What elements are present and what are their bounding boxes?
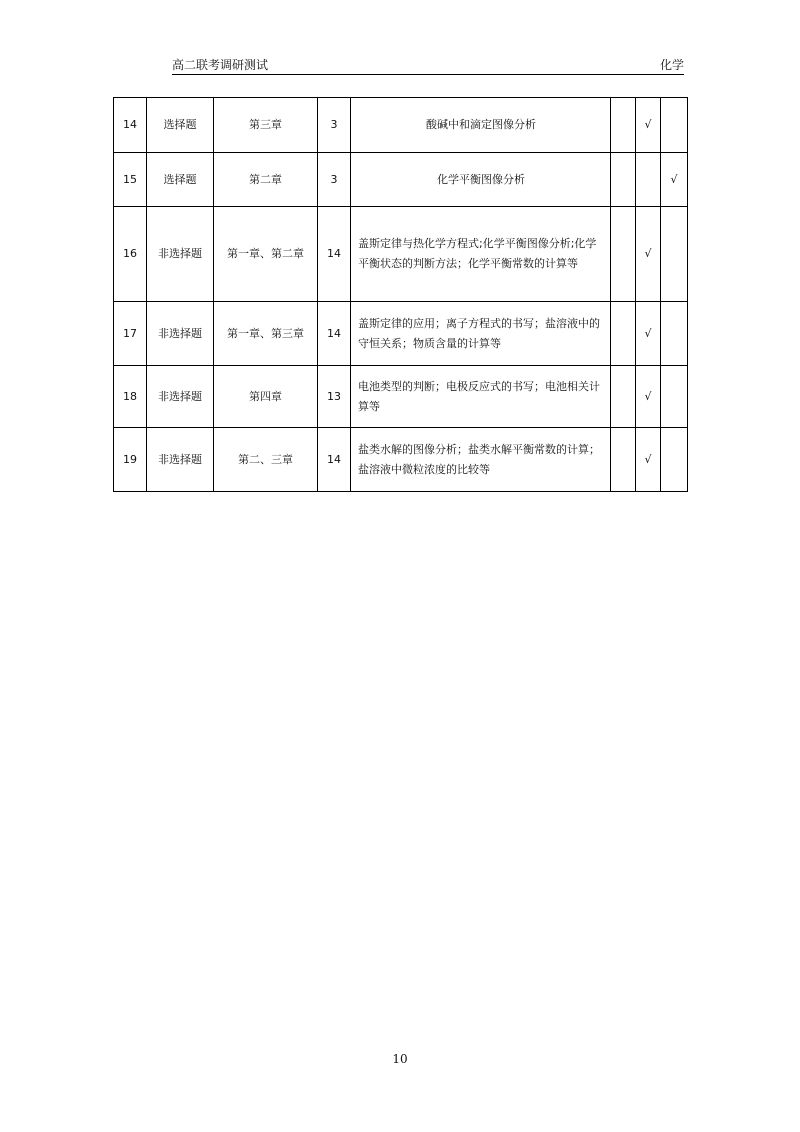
question-number: 17	[114, 302, 147, 366]
difficulty-mark	[661, 428, 688, 492]
chapter: 第二章	[214, 153, 318, 207]
chapter: 第二、三章	[214, 428, 318, 492]
table-row	[114, 207, 688, 302]
chapter: 第四章	[214, 366, 318, 428]
knowledge-points: 化学平衡图像分析	[351, 153, 611, 207]
score: 14	[318, 207, 351, 302]
table-row	[114, 98, 688, 153]
table-row	[114, 428, 688, 492]
score: 3	[318, 98, 351, 153]
difficulty-mark	[661, 302, 688, 366]
subject-name: 化学	[659, 58, 684, 72]
difficulty-mark	[611, 366, 636, 428]
question-number: 18	[114, 366, 147, 428]
question-type: 非选择题	[147, 207, 214, 302]
difficulty-mark: √	[636, 98, 661, 153]
difficulty-mark	[661, 98, 688, 153]
question-type: 非选择题	[147, 366, 214, 428]
difficulty-mark	[611, 98, 636, 153]
question-type: 非选择题	[147, 428, 214, 492]
score: 3	[318, 153, 351, 207]
chapter: 第一章、第二章	[214, 207, 318, 302]
question-type: 选择题	[147, 153, 214, 207]
difficulty-mark: √	[636, 428, 661, 492]
score: 14	[318, 302, 351, 366]
knowledge-points: 盖斯定律与热化学方程式;化学平衡图像分析;化学平衡状态的判断方法；化学平衡常数的计算等	[351, 207, 611, 302]
knowledge-points: 盖斯定律的应用；离子方程式的书写；盐溶液中的守恒关系；物质含量的计算等	[351, 302, 611, 366]
difficulty-mark	[611, 153, 636, 207]
table-row	[114, 366, 688, 428]
difficulty-mark: √	[636, 366, 661, 428]
question-type: 非选择题	[147, 302, 214, 366]
difficulty-mark	[611, 207, 636, 302]
difficulty-mark	[611, 302, 636, 366]
difficulty-mark	[636, 153, 661, 207]
difficulty-mark	[661, 207, 688, 302]
score: 14	[318, 428, 351, 492]
page-header	[172, 58, 684, 75]
table-row	[114, 153, 688, 207]
question-type: 选择题	[147, 98, 214, 153]
question-number: 14	[114, 98, 147, 153]
knowledge-points: 盐类水解的图像分析；盐类水解平衡常数的计算；盐溶液中微粒浓度的比较等	[351, 428, 611, 492]
difficulty-mark	[611, 428, 636, 492]
question-analysis-table	[113, 97, 688, 492]
difficulty-mark: √	[636, 302, 661, 366]
score: 13	[318, 366, 351, 428]
chapter: 第一章、第三章	[214, 302, 318, 366]
exam-title: 高二联考调研测试	[172, 58, 269, 72]
knowledge-points: 电池类型的判断；电极反应式的书写；电池相关计算等	[351, 366, 611, 428]
question-number: 16	[114, 207, 147, 302]
difficulty-mark: √	[661, 153, 688, 207]
page-number: 10	[392, 1052, 408, 1066]
table-row	[114, 302, 688, 366]
chapter: 第三章	[214, 98, 318, 153]
difficulty-mark	[661, 366, 688, 428]
question-number: 15	[114, 153, 147, 207]
difficulty-mark: √	[636, 207, 661, 302]
question-number: 19	[114, 428, 147, 492]
knowledge-points: 酸碱中和滴定图像分析	[351, 98, 611, 153]
